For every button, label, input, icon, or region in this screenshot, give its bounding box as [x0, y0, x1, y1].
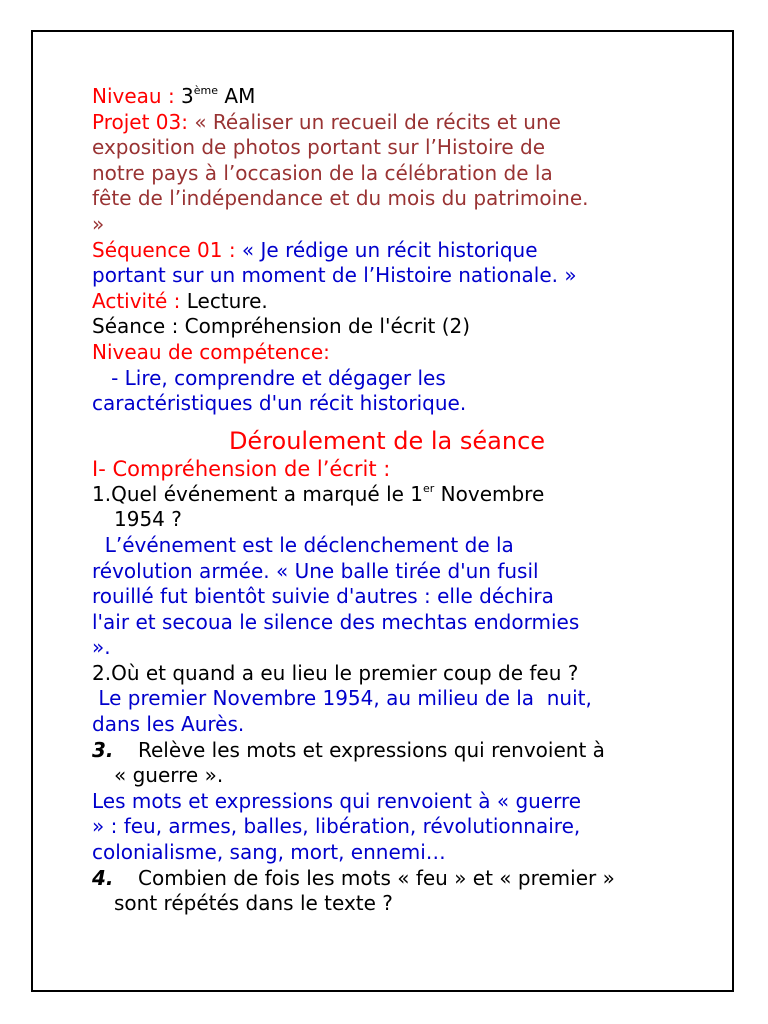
projet-text-1: « Réaliser un recueil de récits et une — [187, 109, 561, 134]
sequence-text-1: « Je rédige un récit historique — [235, 237, 538, 262]
question-3-cont: « guerre ». — [114, 763, 224, 788]
sequence-label: Séquence 01 : — [92, 237, 236, 262]
activite-label: Activité : — [92, 288, 187, 313]
question-4-number: 4. — [92, 865, 114, 890]
answer-1-line-1: L’événement est le déclenchement de la — [92, 532, 514, 557]
question-4-cont: sont répétés dans le texte ? — [114, 891, 393, 916]
answer-3-line-2: » : feu, armes, balles, libération, révolutionnaire, — [92, 814, 581, 839]
projet-text-2: exposition de photos portant sur l’Histoire de — [92, 135, 545, 160]
projet-text-3: notre pays à l’occasion de la célébration de la — [92, 160, 553, 185]
answer-1-line-5: ». — [92, 635, 111, 660]
question-4: 4. Combien de fois les mots « feu » et « premier » — [92, 865, 615, 890]
activite-line — [92, 289, 682, 315]
projet-line — [92, 110, 682, 136]
niveau-label: Niveau : — [92, 84, 182, 108]
answer-1-line-4: l'air et secoua le silence des mechtas endormies — [92, 609, 580, 634]
seance-line: Séance : Compréhension de l'écrit (2) — [92, 314, 471, 339]
competence-text-1: - Lire, comprendre et dégager les — [92, 365, 446, 390]
section-heading: I- Compréhension de l’écrit : — [92, 456, 391, 481]
question-3-number: 3. — [92, 737, 114, 762]
answer-3-line-3: colonialisme, sang, mort, ennemi… — [92, 840, 446, 865]
answer-1-line-2: révolution armée. « Une balle tirée d'un fusil — [92, 558, 539, 583]
projet-text-4: fête de l’indépendance et du mois du patrimoine. — [92, 186, 589, 211]
answer-3-line-1: Les mots et expressions qui renvoient à « guerre — [92, 788, 582, 813]
niveau-value: 3ème AM — [181, 84, 256, 108]
competence-text-2: caractéristiques d'un récit historique. — [92, 391, 467, 416]
answer-2-line-2: dans les Aurès. — [92, 712, 245, 737]
projet-text-5: » — [92, 211, 105, 236]
question-1-cont: 1954 ? — [114, 507, 182, 532]
lesson-sheet — [92, 84, 682, 917]
activite-value: Lecture. — [186, 288, 268, 313]
page-title: Déroulement de la séance — [228, 426, 546, 455]
projet-label: Projet 03: — [92, 109, 188, 134]
answer-1-line-3: rouillé fut bientôt suivie d'autres : elle déchira — [92, 584, 554, 609]
question-1: 1.Quel événement a marqué le 1er Novembre — [92, 481, 545, 506]
competence-label: Niveau de compétence: — [92, 339, 330, 364]
niveau-line — [92, 84, 682, 110]
sequence-line — [92, 238, 682, 264]
question-3: 3. Relève les mots et expressions qui renvoient à — [92, 737, 605, 762]
answer-2-line-1: Le premier Novembre 1954, au milieu de la nuit, — [92, 686, 592, 711]
sequence-text-2: portant sur un moment de l’Histoire nationale. » — [92, 263, 577, 288]
question-2: 2.Où et quand a eu lieu le premier coup de feu ? — [92, 660, 579, 685]
